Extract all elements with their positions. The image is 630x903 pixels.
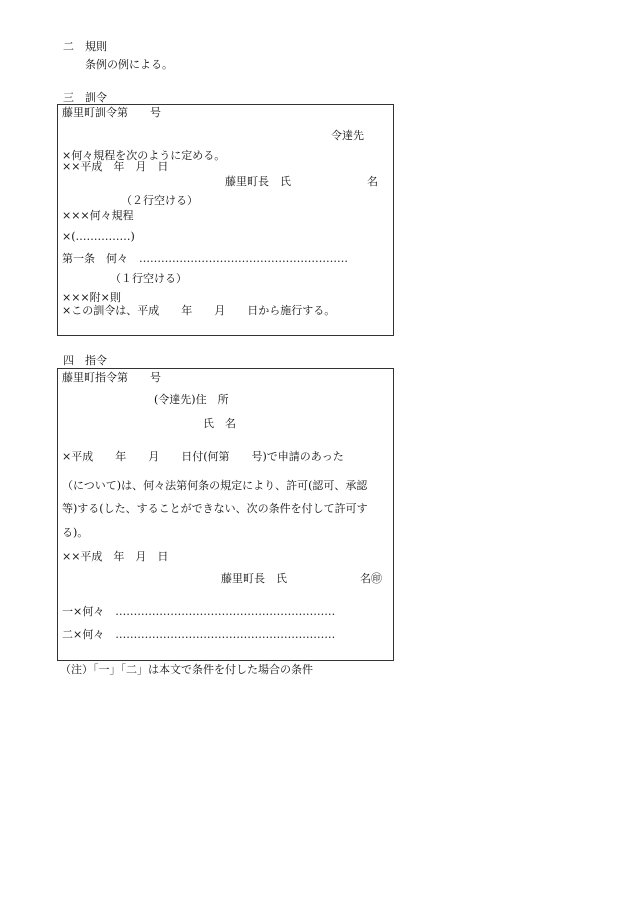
shirei-body-line-1: ×平成 年 月 日付(何第 号)で申請のあった (62, 450, 344, 463)
section-2-heading: 二 規則 (63, 40, 107, 53)
shirei-signer: 藤里町長 氏 (221, 572, 287, 585)
section-3-heading: 三 訓令 (63, 91, 107, 104)
kunrei-rule-title: ×××何々規程 (62, 209, 134, 222)
kunrei-note-one-line: （１行空ける） (110, 272, 187, 285)
kunrei-signer-name: 名 (367, 175, 378, 188)
kunrei-supplementary: ×××附×則 (62, 291, 121, 304)
shirei-date: ××平成 年 月 日 (62, 550, 169, 563)
shirei-number-line: 藤里町指令第 号 (62, 371, 161, 384)
shirei-footnote: （注）「一」「二」は本文で条件を付した場合の条件 (60, 663, 313, 676)
kunrei-addressee: 令達先 (331, 129, 364, 142)
kunrei-article: 第一条 何々 ………………………………………………… (62, 252, 348, 265)
section-4-heading: 四 指令 (63, 354, 107, 367)
shirei-condition-2: 二×何々 …………………………………………………… (62, 628, 336, 641)
kunrei-effective: ×この訓令は、平成 年 月 日から施行する。 (62, 304, 336, 317)
kunrei-preamble: ×何々規程を次のように定める。 (62, 149, 226, 162)
kunrei-date: ××平成 年 月 日 (62, 160, 169, 173)
kunrei-note-two-lines: （２行空ける） (121, 194, 198, 207)
shirei-signer-name-seal: 名㊞ (360, 572, 382, 585)
shirei-body-line-3: 等)する(した、することができない、次の条件を付して許可す (62, 502, 368, 515)
shirei-body-line-4: る)。 (62, 526, 89, 539)
shirei-name: 氏 名 (203, 417, 236, 430)
kunrei-paren: ×(……………) (62, 230, 135, 243)
shirei-body-line-2: （について)は、何々法第何条の規定により、許可(認可、承認 (62, 479, 368, 492)
section-2-body: 条例の例による。 (85, 58, 173, 71)
kunrei-number-line: 藤里町訓令第 号 (62, 106, 161, 119)
kunrei-signer: 藤里町長 氏 (225, 175, 291, 188)
shirei-condition-1: 一×何々 …………………………………………………… (62, 605, 336, 618)
shirei-address: (令達先)住 所 (154, 393, 229, 406)
